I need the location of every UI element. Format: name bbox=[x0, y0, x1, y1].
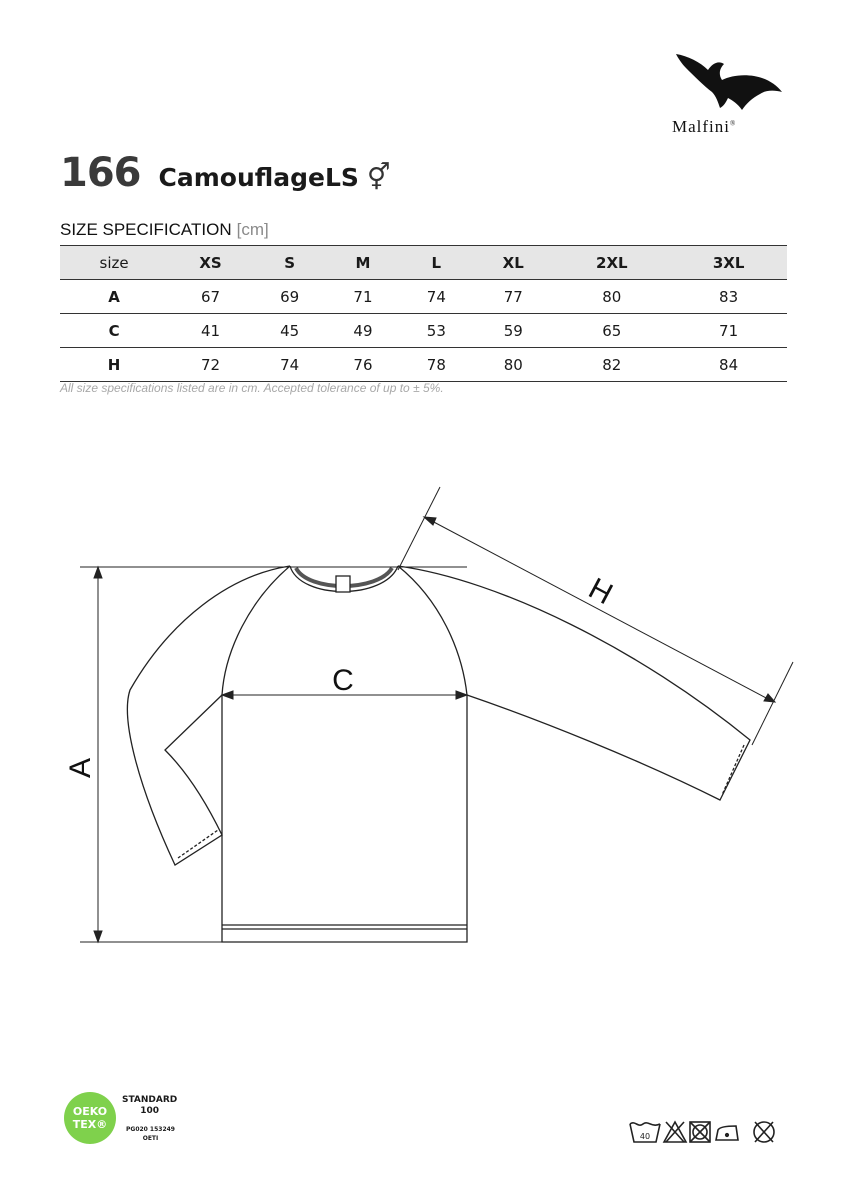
table-cell: H bbox=[60, 348, 168, 382]
left-sleeve bbox=[127, 566, 290, 865]
table-header-cell: 2XL bbox=[553, 246, 670, 280]
table-header-cell: XL bbox=[473, 246, 553, 280]
table-cell: 65 bbox=[553, 314, 670, 348]
table-header-cell: size bbox=[60, 246, 168, 280]
table-cell: C bbox=[60, 314, 168, 348]
table-header-cell: 3XL bbox=[670, 246, 787, 280]
institute-label: OETI bbox=[142, 1135, 159, 1142]
table-cell: 53 bbox=[400, 314, 473, 348]
standard-number: 100 bbox=[140, 1106, 160, 1116]
table-row bbox=[60, 348, 787, 382]
table-cell: 71 bbox=[326, 280, 399, 314]
table-cell: 84 bbox=[670, 348, 787, 382]
garment-diagram bbox=[0, 470, 849, 970]
table-cell: 72 bbox=[168, 348, 253, 382]
certificate-code: PG020 153249 bbox=[126, 1126, 175, 1133]
table-cell: 41 bbox=[168, 314, 253, 348]
table-header-cell: XS bbox=[168, 246, 253, 280]
table-cell: 78 bbox=[400, 348, 473, 382]
right-sleeve bbox=[398, 566, 750, 800]
measure-label-c: C bbox=[332, 664, 354, 697]
table-cell: 49 bbox=[326, 314, 399, 348]
size-table bbox=[60, 245, 787, 382]
table-cell: 80 bbox=[473, 348, 553, 382]
wash-temp-label: 40 bbox=[639, 1132, 651, 1141]
spec-title bbox=[60, 220, 269, 240]
table-cell: 69 bbox=[253, 280, 326, 314]
table-cell: 67 bbox=[168, 280, 253, 314]
oeko-tex-badge bbox=[64, 1092, 116, 1144]
no-dry-clean-icon bbox=[754, 1122, 774, 1142]
oeko-code bbox=[126, 1125, 175, 1143]
oeko-line2: TEX® bbox=[72, 1118, 108, 1131]
table-cell: 59 bbox=[473, 314, 553, 348]
table-cell: 74 bbox=[400, 280, 473, 314]
table-cell: 76 bbox=[326, 348, 399, 382]
table-header-cell: L bbox=[400, 246, 473, 280]
wash-40-icon bbox=[630, 1123, 660, 1142]
table-cell: 71 bbox=[670, 314, 787, 348]
spec-unit: [cm] bbox=[236, 220, 269, 239]
no-tumble-dry-icon bbox=[690, 1122, 710, 1142]
table-row bbox=[60, 314, 787, 348]
brand-name: Malfini® bbox=[672, 117, 737, 136]
table-header-cell: M bbox=[326, 246, 399, 280]
table-cell: 82 bbox=[553, 348, 670, 382]
table-header-row bbox=[60, 246, 787, 280]
table-cell: 74 bbox=[253, 348, 326, 382]
table-cell: A bbox=[60, 280, 168, 314]
product-title bbox=[60, 150, 390, 196]
table-row bbox=[60, 280, 787, 314]
oeko-line1: OEKO bbox=[72, 1105, 108, 1118]
measure-label-a: A bbox=[64, 757, 97, 779]
spec-title-text: SIZE SPECIFICATION bbox=[60, 220, 232, 239]
product-name: CamouflageLS bbox=[158, 163, 359, 192]
table-header-cell: S bbox=[253, 246, 326, 280]
oeko-standard bbox=[122, 1095, 177, 1117]
tolerance-note: All size specifications listed are in cm. Accepted tolerance of up to ± 5%. bbox=[60, 381, 444, 395]
garment-body bbox=[222, 695, 467, 942]
table-cell: 83 bbox=[670, 280, 787, 314]
iron-low-icon bbox=[716, 1126, 738, 1140]
product-number: 166 bbox=[60, 150, 141, 196]
care-symbols bbox=[628, 1118, 788, 1146]
standard-label: STANDARD bbox=[122, 1095, 178, 1105]
unisex-icon: ⚥ bbox=[366, 162, 391, 192]
no-bleach-icon bbox=[664, 1122, 686, 1142]
measure-label-h: H bbox=[583, 571, 618, 612]
table-cell: 77 bbox=[473, 280, 553, 314]
table-cell: 45 bbox=[253, 314, 326, 348]
table-cell: 80 bbox=[553, 280, 670, 314]
